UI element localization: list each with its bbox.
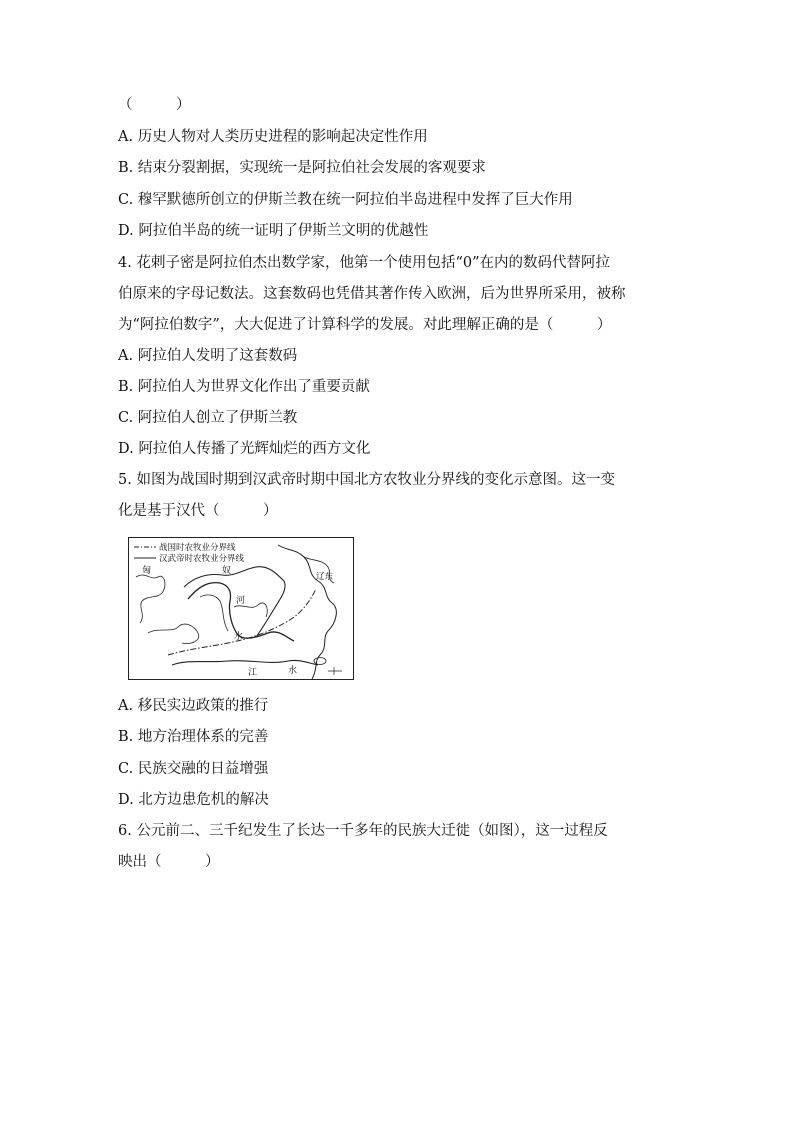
q5-option-b: B. 地方治理体系的完善	[118, 729, 269, 745]
q4-option-d: D. 阿拉伯人传播了光辉灿烂的西方文化	[118, 441, 371, 457]
q3-option-a: A. 历史人物对人类历史进程的影响起决定性作用	[118, 129, 428, 145]
map-label-shui: 水	[234, 632, 244, 642]
q3-option-d: D. 阿拉伯半岛的统一证明了伊斯兰文明的优越性	[118, 223, 429, 239]
q4-option-a: A. 阿拉伯人发明了这套数码	[118, 348, 298, 364]
q5-option-c: C. 民族交融的日益增强	[118, 761, 269, 777]
q4-option-b: B. 阿拉伯人为世界文化作出了重要贡献	[118, 379, 370, 395]
map-label-jiang: 江	[248, 668, 258, 678]
q3-option-b: B. 结束分裂割据，实现统一是阿拉伯社会发展的客观要求	[118, 160, 486, 176]
q5-stem-line-2: 化是基于汉代（ ）	[118, 503, 278, 519]
q3-answer-bracket: （ ）	[118, 97, 191, 113]
legend-han-wudi: 汉武帝时农牧业分界线	[159, 554, 245, 564]
q4-stem-line-1: 4. 花剌子密是阿拉伯杰出数学家，他第一个使用包括“0”在内的数码代替阿拉	[118, 255, 610, 271]
map-label-nu: 奴	[222, 566, 232, 576]
q5-stem-line-1: 5. 如图为战国时期到汉武帝时期中国北方农牧业分界线的变化示意图。这一变	[118, 472, 615, 488]
legend-warring-states: 战国时农牧业分界线	[159, 543, 236, 553]
q6-stem-line-2: 映出（ ）	[118, 854, 220, 870]
q5-option-a: A. 移民实边政策的推行	[118, 698, 269, 714]
q6-stem-line-1: 6. 公元前二、三千纪发生了长达一千多年的民族大迁徙（如图），这一过程反	[118, 823, 608, 839]
farming-pastoral-boundary-map	[128, 537, 354, 680]
q4-stem-line-2: 伯原来的字母记数法。这套数码也凭借其著作传入欧洲，后为世界所采用，被称	[118, 286, 626, 302]
map-label-he: 河	[236, 596, 246, 606]
map-label-xiong: 匈	[142, 566, 152, 576]
q3-option-c: C. 穆罕默德所创立的伊斯兰教在统一阿拉伯半岛进程中发挥了巨大作用	[118, 192, 573, 208]
map-label-liaodong: 辽东	[316, 572, 334, 582]
map-label-shui-2: 水	[288, 666, 298, 676]
q5-option-d: D. 北方边患危机的解决	[118, 792, 269, 808]
map-figure	[128, 537, 354, 680]
q4-option-c: C. 阿拉伯人创立了伊斯兰教	[118, 410, 298, 426]
q4-stem-line-3: 为“阿拉伯数字”，大大促进了计算科学的发展。对此理解正确的是（ ）	[118, 317, 612, 333]
